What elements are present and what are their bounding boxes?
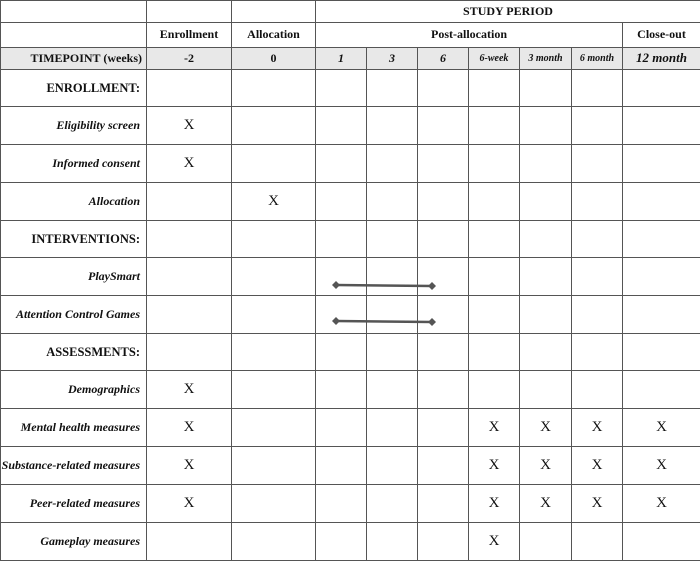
post-allocation-header: Post-allocation xyxy=(316,23,623,48)
timepoint-value: 12 month xyxy=(623,48,700,70)
row-label: Demographics xyxy=(1,371,147,409)
timepoint-value: 1 xyxy=(316,48,367,70)
mark-cell: X xyxy=(147,485,232,523)
row-label: Allocation xyxy=(1,183,147,221)
allocation-header: Allocation xyxy=(232,23,316,48)
row-attention-control xyxy=(1,296,700,334)
timepoint-value: 3 xyxy=(367,48,418,70)
mark-cell: X xyxy=(232,183,316,221)
row-consent xyxy=(1,145,700,183)
row-label: Informed consent xyxy=(1,145,147,183)
row-label: Substance-related measures xyxy=(1,447,147,485)
row-label: Peer-related measures xyxy=(1,485,147,523)
mark-cell: X xyxy=(147,371,232,409)
row-gameplay xyxy=(1,523,700,561)
row-label: Mental health measures xyxy=(1,409,147,447)
mark-cell: X xyxy=(147,409,232,447)
timepoint-value: 3 month xyxy=(520,48,572,70)
section-interventions: INTERVENTIONS: xyxy=(1,221,147,258)
row-label: PlaySmart xyxy=(1,258,147,296)
row-label: Eligibility screen xyxy=(1,107,147,145)
enrollment-header: Enrollment xyxy=(147,23,232,48)
mark-cell: X xyxy=(469,523,520,561)
corner-cell xyxy=(1,1,147,23)
row-allocation xyxy=(1,183,700,221)
row-demographics xyxy=(1,371,700,409)
mark-cell: X xyxy=(147,145,232,183)
timepoint-value: -2 xyxy=(147,48,232,70)
row-playsmart xyxy=(1,258,700,296)
row-eligibility xyxy=(1,107,700,145)
mark-cell: X xyxy=(147,107,232,145)
row-label: Gameplay measures xyxy=(1,523,147,561)
timepoint-value: 6 xyxy=(418,48,469,70)
row-substance: Substance-related measures X X X X X xyxy=(1,447,700,485)
timepoint-value: 6 month xyxy=(572,48,623,70)
section-assessments: ASSESSMENTS: xyxy=(1,334,147,371)
mark-cell: X xyxy=(147,447,232,485)
timepoint-label: TIMEPOINT (weeks) xyxy=(1,48,147,70)
row-label: Attention Control Games xyxy=(1,296,147,334)
study-period-header: STUDY PERIOD xyxy=(316,1,700,23)
section-enrollment: ENROLLMENT: xyxy=(1,70,147,107)
row-mental-health: Mental health measures X X X X X xyxy=(1,409,700,447)
row-peer: Peer-related measures X X X X X xyxy=(1,485,700,523)
timepoint-value: 0 xyxy=(232,48,316,70)
close-out-header: Close-out xyxy=(623,23,700,48)
timepoint-value: 6-week xyxy=(469,48,520,70)
